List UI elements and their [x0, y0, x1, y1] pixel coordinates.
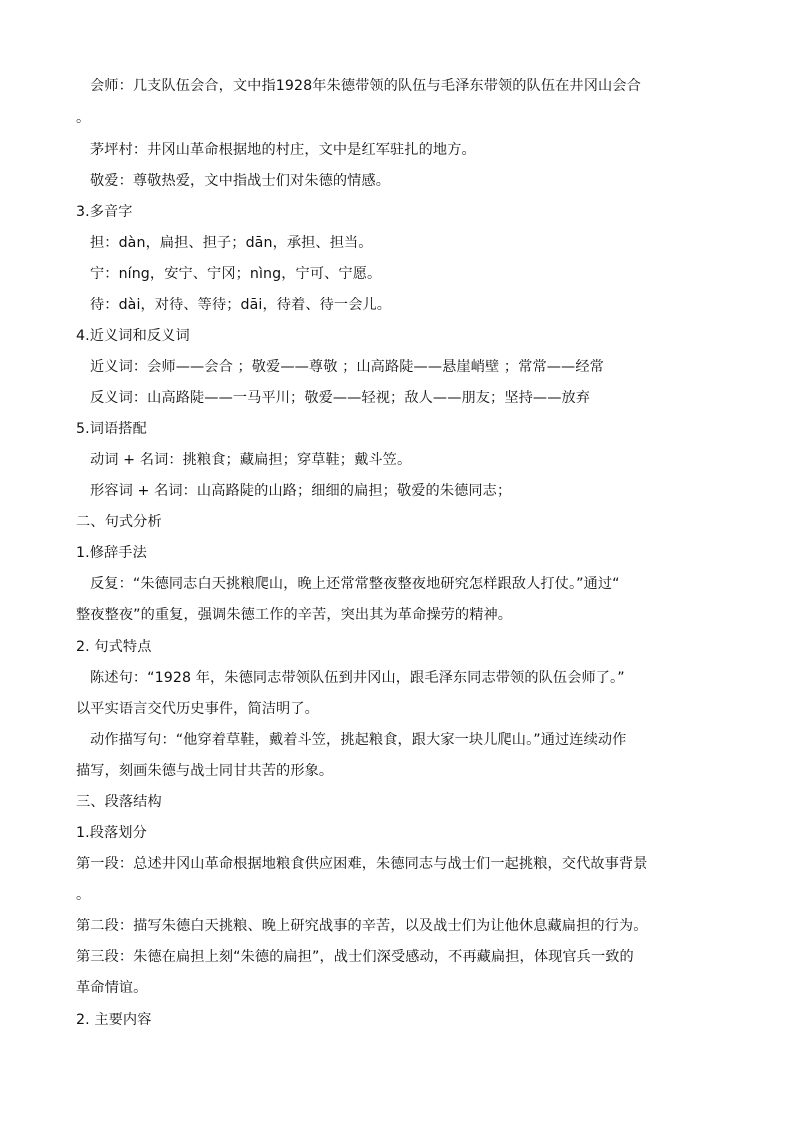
heading-main-content: 2. 主要内容 [76, 1012, 152, 1028]
definition-huishi: 会师：几支队伍会合，文中指1928年朱德带领的队伍与毛泽东带领的队伍在井冈山会合 [90, 78, 641, 94]
heading-sentence-features: 2. 句式特点 [76, 639, 152, 655]
polyphonic-dan: 担：dàn，扁担、担子；dān，承担、担当。 [90, 235, 373, 251]
definition-jingai: 敬爱：尊敬热爱，文中指战士们对朱德的情感。 [90, 173, 391, 189]
rhetoric-repetition: 反复：“朱德同志白天挑粮爬山，晚上还常常整夜整夜地研究怎样跟敌人打仗。”通过“ [90, 576, 620, 592]
polyphonic-dai: 待：dài，对待、等待；dāi，待着、待一会儿。 [90, 297, 392, 313]
action-sentence-cont: 描写，刻画朱德与战士同甘共苦的形象。 [76, 763, 334, 779]
heading-rhetoric: 1.修辞手法 [76, 545, 147, 561]
paragraph-three-cont: 革命情谊。 [76, 980, 148, 996]
declarative-sentence: 陈述句：“1928 年，朱德同志带领队伍到井冈山，跟毛泽东同志带领的队伍会师了。” [90, 670, 625, 686]
definition-huishi-end: 。 [76, 110, 91, 126]
heading-collocation: 5.词语搭配 [76, 421, 147, 437]
heading-polyphonic: 3.多音字 [76, 204, 133, 220]
heading-paragraph-division: 1.段落划分 [76, 825, 147, 841]
action-sentence: 动作描写句：“他穿着草鞋，戴着斗笠，挑起粮食，跟大家一块儿爬山。”通过连续动作 [90, 732, 627, 748]
rhetoric-repetition-cont: 整夜整夜”的重复，强调朱德工作的辛苦，突出其为革命操劳的精神。 [76, 607, 513, 623]
collocation-adj-noun: 形容词 + 名词：山高路陡的山路；细细的扁担；敬爱的朱德同志； [90, 483, 512, 499]
paragraph-one: 第一段：总述井冈山革命根据地粮食供应困难，朱德同志与战士们一起挑粮，交代故事背景 [76, 856, 648, 872]
section-heading-sentence-analysis: 二、句式分析 [76, 514, 162, 530]
paragraph-two: 第二段：描写朱德白天挑粮、晚上研究战事的辛苦，以及战士们为让他休息藏扁担的行为。 [76, 918, 648, 934]
polyphonic-ning: 宁：níng，安宁、宁冈；nìng，宁可、宁愿。 [90, 266, 382, 282]
section-heading-paragraph-structure: 三、段落结构 [76, 794, 162, 810]
paragraph-one-end: 。 [76, 887, 91, 903]
declarative-sentence-cont: 以平实语言交代历史事件，简洁明了。 [76, 701, 319, 717]
synonyms: 近义词：会师——会合 ；敬爱——尊敬 ；山高路陡——悬崖峭壁 ；常常——经常 [90, 359, 604, 375]
paragraph-three: 第三段：朱德在扁担上刻“朱德的扁担”，战士们深受感动，不再藏扁担，体现官兵一致的 [76, 949, 634, 965]
definition-maopingcun: 茅坪村：井冈山革命根据地的村庄，文中是红军驻扎的地方。 [90, 142, 476, 158]
antonyms: 反义词：山高路陡——一马平川；敬爱——轻视；敌人——朋友；坚持——放弃 [90, 390, 591, 406]
collocation-verb-noun: 动词 + 名词：挑粮食；藏扁担；穿草鞋；戴斗笠。 [90, 452, 412, 468]
heading-synonyms-antonyms: 4.近义词和反义词 [76, 328, 190, 344]
